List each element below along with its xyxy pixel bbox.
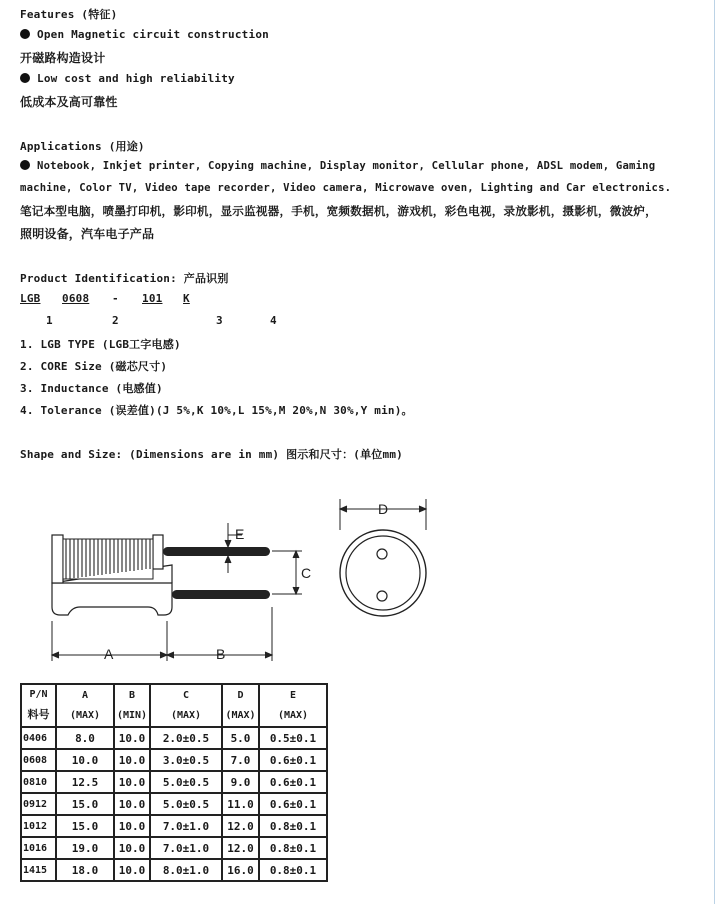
- table-cell: 10.0: [114, 749, 150, 771]
- feature-item-2: Low cost and high reliability: [20, 72, 235, 85]
- part-prefix: LGB: [20, 292, 41, 305]
- applications-line-1: Notebook, Inkjet printer, Copying machine, Display monitor, Cellular phone, ADSL modem, Gaming: [20, 160, 655, 172]
- table-row: [21, 727, 327, 749]
- header-pn: P/N 料号: [21, 684, 56, 727]
- table-cell: 8.0±1.0: [150, 859, 222, 881]
- product-id-item-2: 2. CORE Size (磁芯尺寸): [20, 360, 168, 373]
- header-a: A (MAX): [56, 684, 114, 727]
- dimension-b-label: B: [216, 646, 226, 662]
- shape-heading: Shape and Size: (Dimensions are in mm) 图示和尺寸：(单位mm): [20, 448, 403, 461]
- dimension-a-label: A: [104, 646, 114, 662]
- index-4: 4: [270, 314, 277, 327]
- bullet-icon: [20, 160, 30, 170]
- table-cell: 7.0±1.0: [150, 815, 222, 837]
- features-heading: Features (特征): [20, 8, 118, 21]
- feature-item-1: Open Magnetic circuit construction: [20, 28, 269, 41]
- table-cell: 0.8±0.1: [259, 859, 327, 881]
- inductor-side-view: [52, 535, 270, 615]
- part-number-example: [20, 292, 220, 306]
- part-core-size: 0608: [62, 292, 90, 305]
- dimension-d-label: D: [378, 501, 389, 517]
- feature-item-1-cn: 开磁路构造设计: [20, 51, 106, 65]
- table-row: [21, 749, 327, 771]
- table-cell: 0.6±0.1: [259, 749, 327, 771]
- table-cell: 10.0: [114, 837, 150, 859]
- table-cell: 0.6±0.1: [259, 771, 327, 793]
- dimension-c-label: C: [301, 565, 312, 581]
- table-row: [21, 771, 327, 793]
- table-cell: 0.8±0.1: [259, 815, 327, 837]
- product-id-item-1: 1. LGB TYPE (LGB工字电感): [20, 338, 181, 351]
- table-cell: 12.5: [56, 771, 114, 793]
- applications-heading: Applications (用途): [20, 140, 145, 153]
- table-cell: 0912: [21, 793, 56, 815]
- table-cell: 10.0: [114, 859, 150, 881]
- applications-cn-line-2: 照明设备，汽车电子产品: [20, 227, 155, 241]
- table-cell: 0.8±0.1: [259, 837, 327, 859]
- product-id-item-4: 4. Tolerance (误差值)(J 5%,K 10%,L 15%,M 20%,N 30%,Y min)。: [20, 404, 413, 417]
- table-cell: 19.0: [56, 837, 114, 859]
- table-cell: 10.0: [114, 793, 150, 815]
- part-tolerance: K: [183, 292, 190, 305]
- table-cell: 0608: [21, 749, 56, 771]
- table-cell: 18.0: [56, 859, 114, 881]
- table-cell: 0810: [21, 771, 56, 793]
- table-row: [21, 837, 327, 859]
- index-1: 1: [46, 314, 53, 327]
- table-cell: 10.0: [114, 815, 150, 837]
- table-cell: 0.6±0.1: [259, 793, 327, 815]
- dimension-c: [272, 551, 311, 594]
- header-d: D (MAX): [222, 684, 259, 727]
- bullet-icon: [20, 29, 30, 39]
- table-cell: 10.0: [114, 727, 150, 749]
- bullet-icon: [20, 73, 30, 83]
- table-cell: 10.0: [56, 749, 114, 771]
- table-cell: 12.0: [222, 815, 259, 837]
- table-cell: 15.0: [56, 793, 114, 815]
- table-cell: 3.0±0.5: [150, 749, 222, 771]
- table-cell: 9.0: [222, 771, 259, 793]
- inductor-end-view: [340, 499, 426, 616]
- table-cell: 1415: [21, 859, 56, 881]
- table-cell: 7.0±1.0: [150, 837, 222, 859]
- header-e: E (MAX): [259, 684, 327, 727]
- table-row: [21, 793, 327, 815]
- table-cell: 16.0: [222, 859, 259, 881]
- table-cell: 5.0±0.5: [150, 771, 222, 793]
- table-row: [21, 815, 327, 837]
- part-inductance: 101: [142, 292, 163, 305]
- table-cell: 5.0±0.5: [150, 793, 222, 815]
- table-cell: 10.0: [114, 771, 150, 793]
- inductor-dimension-diagram: [30, 495, 450, 665]
- product-id-heading: Product Identification: 产品识别: [20, 272, 229, 285]
- page-right-border: [714, 0, 715, 904]
- table-cell: 7.0: [222, 749, 259, 771]
- table-cell: 5.0: [222, 727, 259, 749]
- feature-item-2-cn: 低成本及高可靠性: [20, 95, 118, 109]
- header-c: C (MAX): [150, 684, 222, 727]
- table-cell: 12.0: [222, 837, 259, 859]
- table-cell: 2.0±0.5: [150, 727, 222, 749]
- table-cell: 8.0: [56, 727, 114, 749]
- index-3: 3: [216, 314, 223, 327]
- table-cell: 15.0: [56, 815, 114, 837]
- dimension-e-label: E: [235, 526, 245, 542]
- table-row: [21, 859, 327, 881]
- table-cell: 0406: [21, 727, 56, 749]
- header-b: B (MIN): [114, 684, 150, 727]
- applications-cn-line-1: 笔记本型电脑，喷墨打印机，影印机，显示监视器，手机，宽频数据机，游戏机，彩色电视，录放影机，摄影机，微波炉，: [20, 204, 657, 218]
- part-dash: -: [112, 292, 119, 305]
- table-cell: 1016: [21, 837, 56, 859]
- dimension-table: [20, 683, 328, 882]
- product-id-item-3: 3. Inductance (电感值): [20, 382, 163, 395]
- table-cell: 0.5±0.1: [259, 727, 327, 749]
- table-cell: 11.0: [222, 793, 259, 815]
- applications-line-2: machine, Color TV, Video tape recorder, Video camera, Microwave oven, Lighting and Car electronics.: [20, 182, 672, 194]
- table-header-row: [21, 684, 327, 727]
- index-2: 2: [112, 314, 119, 327]
- table-cell: 1012: [21, 815, 56, 837]
- part-number-indices: [20, 314, 300, 328]
